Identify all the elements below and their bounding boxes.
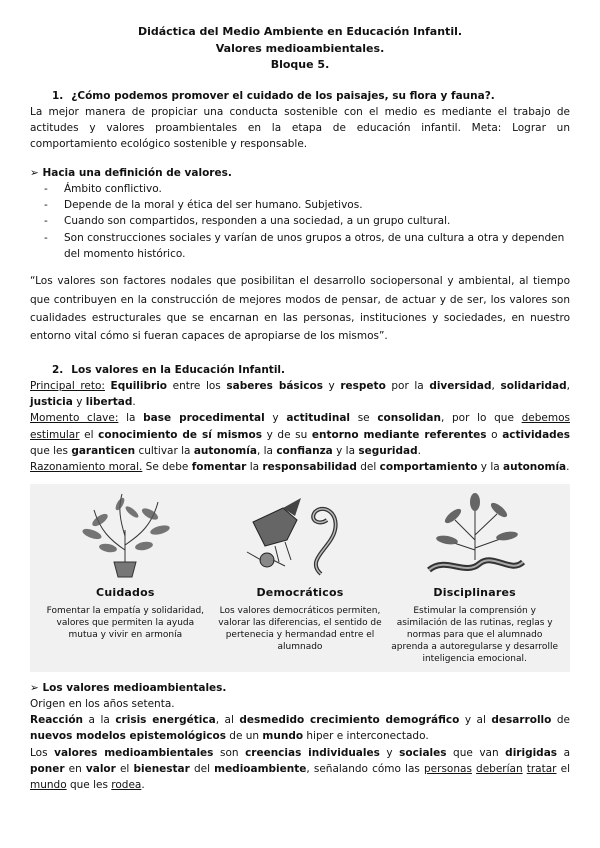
list-item: - Ámbito conflictivo. — [44, 181, 570, 197]
definition-heading: ➢ Hacia una definición de valores. — [30, 166, 232, 179]
medio-paragraph-1: Reacción a la crisis energética, al desmedido crecimiento demográfico y al desarrollo de nuevos modelos epistemológicos de un mundo hiper e interconectado. — [30, 714, 570, 743]
flower-snake-illustration — [391, 490, 559, 578]
plant-illustration — [41, 490, 209, 578]
principal-reto: Principal reto: Equilibrio entre los saberes básicos y respeto por la diversidad, solidaridad, justicia y libertad. — [30, 379, 570, 409]
values-figure — [30, 484, 570, 672]
figure-column-description: Los valores democráticos permiten, valorar las diferencias, el sentido de pertenecia y hermandad entre el alumnado — [218, 605, 382, 652]
medio-heading: ➢ Los valores medioambientales. — [30, 681, 227, 694]
block-number: Bloque 5. — [270, 58, 330, 71]
definition-list — [30, 181, 570, 262]
razonamiento-moral: Razonamiento moral. Se debe fomentar la responsabilidad del comportamiento y la autonomía. — [30, 461, 570, 474]
figure-column-description: Fomentar la empatía y solidaridad, valores que permiten la ayuda mutua y vivir en armonía — [46, 605, 205, 640]
bird-snake-illustration — [216, 490, 384, 578]
figure-column-cuidados — [41, 490, 209, 641]
medio-paragraph-2: Los valores medioambientales son creencias individuales y sociales que van dirigidas a poner en valor el bienestar del medioambiente, señalando cómo las personas deberían tratar el mundo que les rodea. — [30, 746, 571, 792]
figure-column-disciplinares — [391, 490, 559, 666]
document-header — [30, 0, 570, 74]
values-quote: “Los valores son factores nodales que posibilitan el desarrollo sociopersonal y ambiental, al tiempo que contribuyen en la construcción de mejores modos de pensar, de actuar y de ser, los valores son cualidades estructurales que se encarnan en las personas, instituciones y sociedades, en nuestro entorno vital cómo si fueran capaces de apropiarse de los mismos”. — [30, 275, 570, 343]
figure-column-description: Estimular la comprensión y asimilación de las rutinas, reglas y normas para que el alumnado aprenda a autoregularse y desarrolle inteligencia emocional. — [391, 605, 558, 665]
figure-column-title: Cuidados — [96, 585, 155, 599]
course-title: Didáctica del Medio Ambiente en Educación Infantil. — [137, 25, 463, 38]
section-1-heading: 1. ¿Cómo podemos promover el cuidado de los paisajes, su flora y fauna?. — [52, 89, 495, 102]
figure-column-title: Democráticos — [256, 585, 344, 599]
section-2-heading: 2. Los valores en la Educación Infantil. — [52, 363, 286, 376]
figure-column-title: Disciplinares — [433, 585, 516, 599]
list-item: - Depende de la moral y ética del ser humano. Subjetivos. — [44, 197, 570, 213]
figure-column-democraticos — [216, 490, 384, 654]
momento-clave: Momento clave: la base procedimental y actitudinal se consolidan, por lo que debemos estimular el conocimiento de sí mismos y de su entorno mediante referentes o actividades que les garanticen cultivar la autonomía, la confianza y la seguridad. — [30, 412, 571, 457]
list-item: - Son construcciones sociales y varían de unos grupos a otros, de una cultura a otra y dependen del momento histórico. — [44, 230, 570, 263]
medio-origin: Origen en los años setenta. — [30, 697, 175, 710]
section-1-body: La mejor manera de propiciar una conducta sostenible con el medio es mediante el trabajo de actitudes y valores proambientales en la etapa de educación infantil. Meta: Lograr un comportamiento ecológico sostenible y responsable. — [30, 105, 570, 151]
topic-title: Valores medioambientales. — [215, 41, 385, 55]
list-item: - Cuando son compartidos, responden a una sociedad, a un grupo cultural. — [44, 213, 570, 229]
